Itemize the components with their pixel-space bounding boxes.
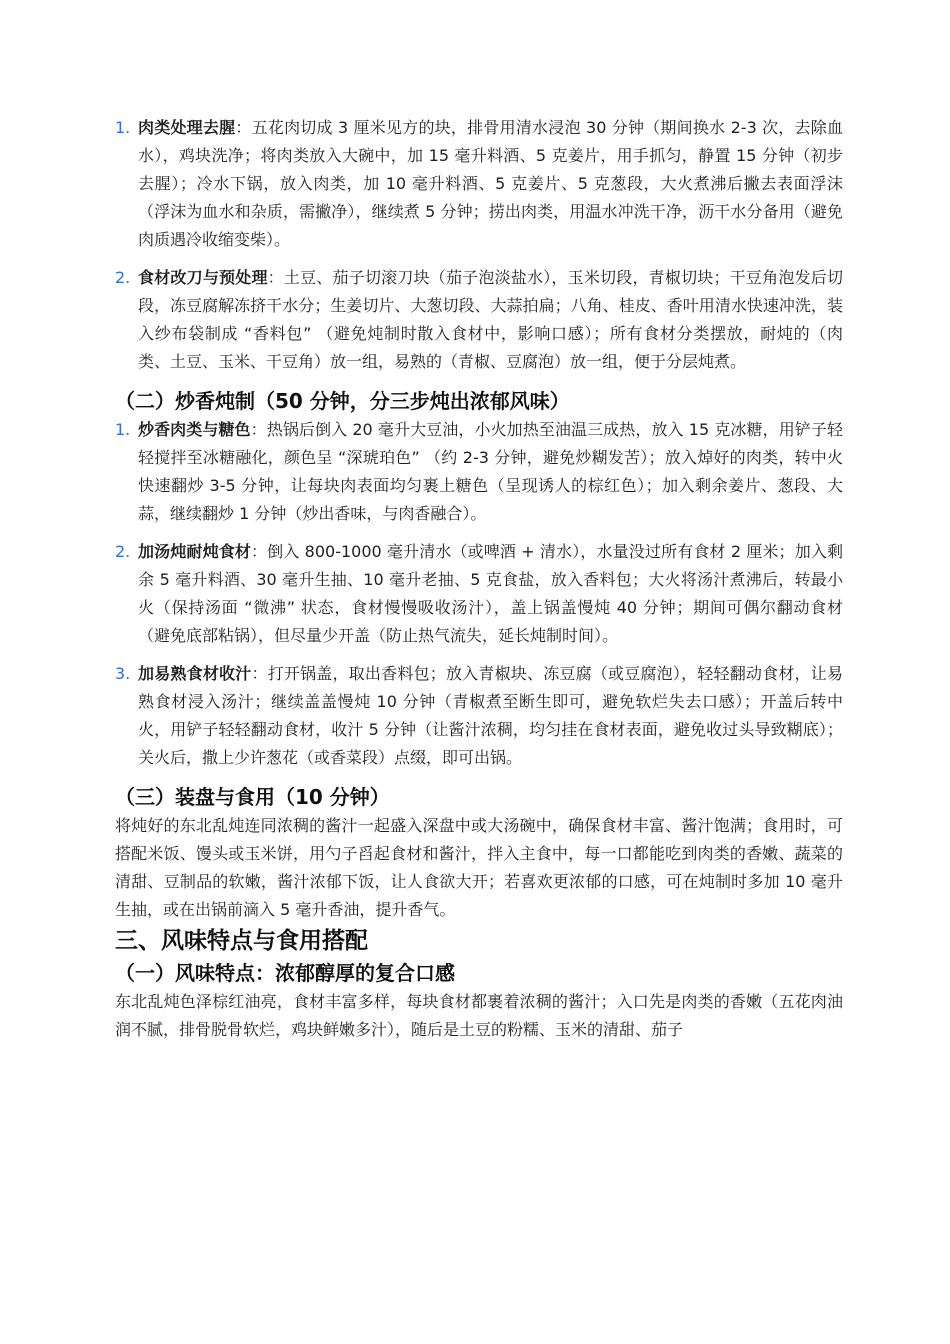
step-term: 食材改刀与预处理 — [138, 268, 268, 287]
list-number: 3. — [115, 664, 131, 683]
step-term: 加汤炖耐炖食材 — [138, 542, 251, 561]
step-separator: ： — [235, 118, 252, 137]
plate-paragraph: 将炖好的东北乱炖连同浓稠的酱汁一起盛入深盘中或大汤碗中，确保食材丰富、酱汁饱满；食用时，可搭配米饭、馒头或玉米饼，用勺子舀起食材和酱汁，拌入主食中，每一口都能吃到肉类的香嫩、蔬菜的清甜、豆制品的软嫩，酱汁浓郁下饭，让人食欲大开；若喜欢更浓郁的口感，可在炖制时多加 10 毫升生抽，或在出锅前滴入 5 毫升香油，提升香气。 — [115, 816, 843, 919]
stir-steps-list — [115, 416, 843, 772]
chapter-heading-flavor: 三、风味特点与食用搭配 — [115, 928, 368, 954]
step-separator: ： — [251, 542, 268, 561]
step-term: 炒香肉类与糖色 — [138, 420, 251, 439]
step-text: 打开锅盖，取出香料包；放入青椒块、冻豆腐（或豆腐泡），轻轻翻动食材，让易熟食材浸入汤汁；继续盖盖慢炖 10 分钟（青椒煮至断生即可，避免软烂失去口感）；开盖后转中火，用铲子轻轻翻动食材，收汁 5 分钟（让酱汁浓稠，均匀挂在食材表面，避免收过头导致糊底）；关火后，撒上少许葱花（或香菜段）点缀，即可出锅。 — [138, 664, 843, 767]
step-text: 土豆、茄子切滚刀块（茄子泡淡盐水），玉米切段，青椒切块；干豆角泡发后切段，冻豆腐解冻挤干水分；生姜切片、大葱切段、大蒜拍扁；八角、桂皮、香叶用清水快速冲洗，装入纱布袋制成 “香料包” （避免炖制时散入食材中，影响口感）；所有食材分类摆放，耐炖的（肉类、土豆、玉米、干豆角）放一组，易熟的（青椒、豆腐泡）放一组，便于分层炖煮。 — [138, 268, 843, 371]
list-item — [115, 538, 843, 650]
list-number: 2. — [115, 542, 131, 561]
step-text: 热锅后倒入 20 毫升大豆油，小火加热至油温三成热，放入 15 克冰糖，用铲子轻轻搅拌至冰糖融化，颜色呈 “深琥珀色” （约 2-3 分钟，避免炒糊发苦）；放入焯好的肉类，转中火快速翻炒 3-5 分钟，让每块肉表面均匀裹上糖色（呈现诱人的棕红色）；加入剩余姜片、葱段、大蒜，继续翻炒 1 分钟（炒出香味，与肉香融合）。 — [138, 420, 843, 523]
prep-steps-list — [115, 114, 843, 376]
step-term: 加易熟食材收汁 — [138, 664, 252, 683]
step-text: 五花肉切成 3 厘米见方的块，排骨用清水浸泡 30 分钟（期间换水 2-3 次，去除血水），鸡块洗净；将肉类放入大碗中，加 15 毫升料酒、5 克姜片，用手抓匀，静置 15 分钟（初步去腥）；冷水下锅，放入肉类，加 10 毫升料酒、5 克姜片、5 克葱段，大火煮沸后撇去表面浮沫（浮沫为血水和杂质，需撇净），继续煮 5 分钟；捞出肉类，用温水冲洗干净，沥干水分备用（避免肉质遇冷收缩变柴）。 — [138, 118, 843, 249]
section-heading-flavor: （一）风味特点：浓郁醇厚的复合口感 — [115, 961, 455, 985]
flavor-paragraph: 东北乱炖色泽棕红油亮，食材丰富多样，每块食材都裹着浓稠的酱汁；入口先是肉类的香嫩（五花肉油润不腻，排骨脱骨软烂，鸡块鲜嫩多汁），随后是土豆的粉糯、玉米的清甜、茄子 — [115, 992, 843, 1039]
step-separator: ： — [251, 664, 268, 683]
step-term: 肉类处理去腥 — [138, 118, 236, 137]
document-page — [115, 114, 843, 1044]
list-number: 2. — [115, 268, 131, 287]
section-heading-plate: （三）装盘与食用（10 分钟） — [115, 785, 390, 809]
list-number: 1. — [115, 118, 131, 137]
list-item — [115, 660, 843, 772]
section-heading-stir: （二）炒香炖制（50 分钟，分三步炖出浓郁风味） — [115, 389, 570, 413]
step-separator: ： — [267, 268, 284, 287]
step-text: 倒入 800-1000 毫升清水（或啤酒 + 清水），水量没过所有食材 2 厘米；加入剩余 5 毫升料酒、30 毫升生抽、10 毫升老抽、5 克食盐，放入香料包；大火将汤汁煮沸后，转最小火（保持汤面 “微沸” 状态，食材慢慢吸收汤汁），盖上锅盖慢炖 40 分钟；期间可偶尔翻动食材（避免底部粘锅），但尽量少开盖（防止热气流失，延长炖制时间）。 — [138, 542, 843, 645]
list-item — [115, 264, 843, 376]
list-item — [115, 416, 843, 528]
list-number: 1. — [115, 420, 131, 439]
list-item — [115, 114, 843, 254]
step-separator: ： — [250, 420, 267, 439]
